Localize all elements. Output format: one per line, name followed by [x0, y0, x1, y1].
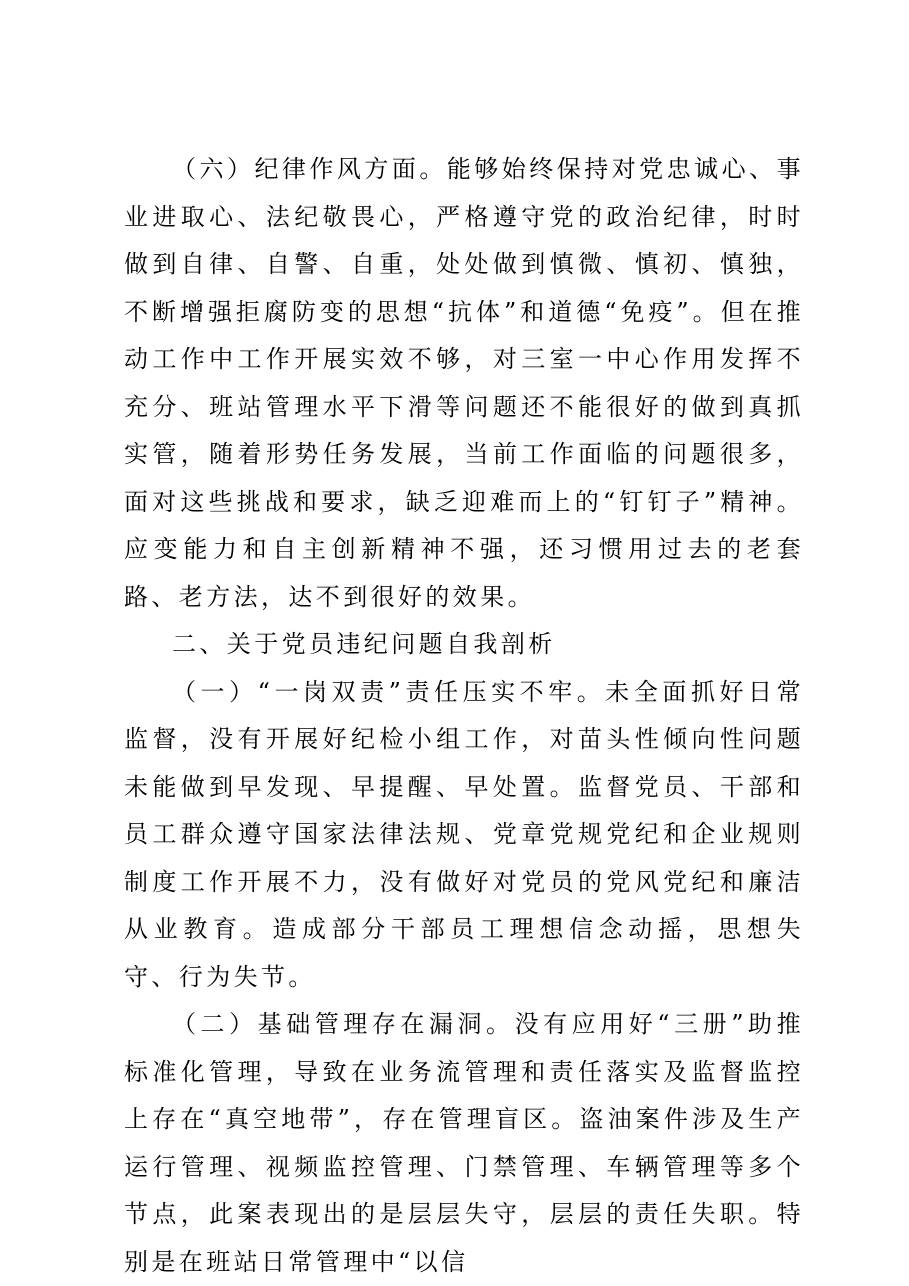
paragraph-responsibility: （一）“一岗双责”责任压实不牢。未全面抓好日常监督，没有开展好纪检小组工作，对苗头性倾向性问题未能做到早发现、早提醒、早处置。监督党员、干部和员工群众遵守国家法律法规、党章党规党纪和企业规则制度工作开展不力，没有做好对党员的党风党纪和廉洁从业教育。造成部分干部员工理想信念动摇，思想失守、行为失节。 — [124, 677, 804, 991]
paragraph-discipline-style: （六）纪律作风方面。能够始终保持对党忠诚心、事业进取心、法纪敬畏心，严格遵守党的政治纪律，时时做到自律、自警、自重，处处做到慎微、慎初、慎独，不断增强拒腐防变的思想“抗体”和道德“免疫”。但在推动工作中工作开展实效不够，对三室一中心作用发挥不充分、班站管理水平下滑等问题还不能很好的做到真抓实管，随着形势任务发展，当前工作面临的问题很多，面对这些挑战和要求，缺乏迎难而上的“钉钉子”精神。应变能力和自主创新精神不强，还习惯用过去的老套路、老方法，达不到很好的效果。 — [124, 155, 804, 611]
paragraph-basic-management: （二）基础管理存在漏洞。没有应用好“三册”助推标准化管理，导致在业务流管理和责任落实及监督监控上存在“真空地带”，存在管理盲区。盗油案件涉及生产运行管理、视频监控管理、门禁管理、车辆管理等多个节点，此案表现出的是层层失守，层层的责任失职。特别是在班站日常管理中“以信 — [124, 1010, 804, 1276]
document-body — [124, 146, 804, 1286]
section-heading-self-analysis: 二、关于党员违纪问题自我剖析 — [172, 630, 556, 658]
